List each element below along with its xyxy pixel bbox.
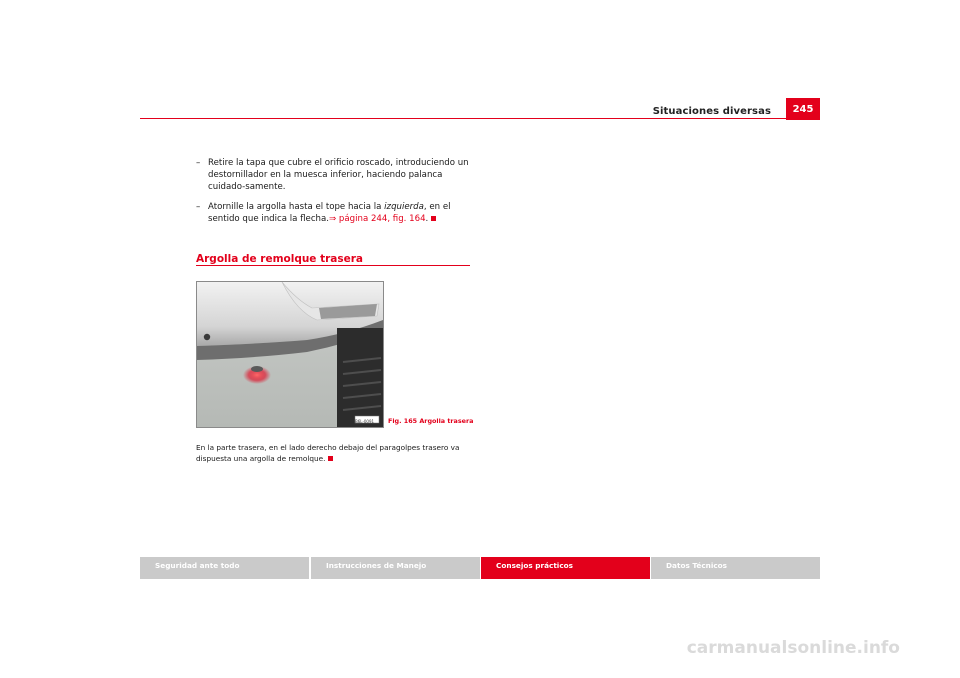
header-title: Situaciones diversas [652,106,771,117]
step-text-before: Atornille la argolla hasta el tope hacia la [208,202,385,212]
section-heading: Argolla de remolque trasera [196,253,364,265]
step-text [196,201,478,225]
step-text: Retire la tapa que cubre el orificio roscado, introduciendo un destornillador en la muesca inferior, haciendo palanca cuidado-samente. [208,158,469,192]
figure-code: B6L-0091 [355,419,375,424]
page-reference-link[interactable] [329,214,426,224]
instruction-step-1 [196,157,478,193]
tab-consejos[interactable] [481,557,650,579]
tab-instrucciones[interactable] [311,557,480,579]
instruction-step-2 [196,201,478,225]
section-rule [196,265,470,266]
tab-label: Datos Técnicos [666,561,728,570]
tab-seguridad[interactable] [140,557,309,579]
tab-datos-tecnicos[interactable] [651,557,820,579]
figure-rear-tow-eye [196,281,384,428]
step-text-end: . [425,214,429,224]
rear-tyre [337,328,383,427]
end-of-section-icon [431,216,436,221]
step-dash: – [196,202,201,212]
arrow-right-icon: ⇒ [329,214,337,224]
parking-sensor [204,334,210,340]
end-of-section-icon [328,456,333,461]
tab-label: Consejos prácticos [496,561,573,570]
page-number: 245 [786,98,820,120]
step-text-after: , en el sentido que indica la flecha. [208,202,451,224]
tow-eye-socket [251,366,263,372]
body-text: En la parte trasera, en el lado derecho debajo del paragolpes trasero va dispuesta una argolla de remolque. [196,443,460,463]
figure-caption: Fig. 165 Argolla trasera [388,417,474,425]
step-dash: – [196,158,201,168]
tab-label: Instrucciones de Manejo [326,561,427,570]
page-reference-text: página 244, fig. 164 [336,214,426,224]
rear-bumper-illustration [197,282,383,427]
tab-label: Seguridad ante todo [155,561,240,570]
header-rule [140,118,820,119]
step-emphasis: izquierda [384,202,424,212]
watermark: carmanualsonline.info [686,638,900,658]
body-paragraph [196,442,486,464]
